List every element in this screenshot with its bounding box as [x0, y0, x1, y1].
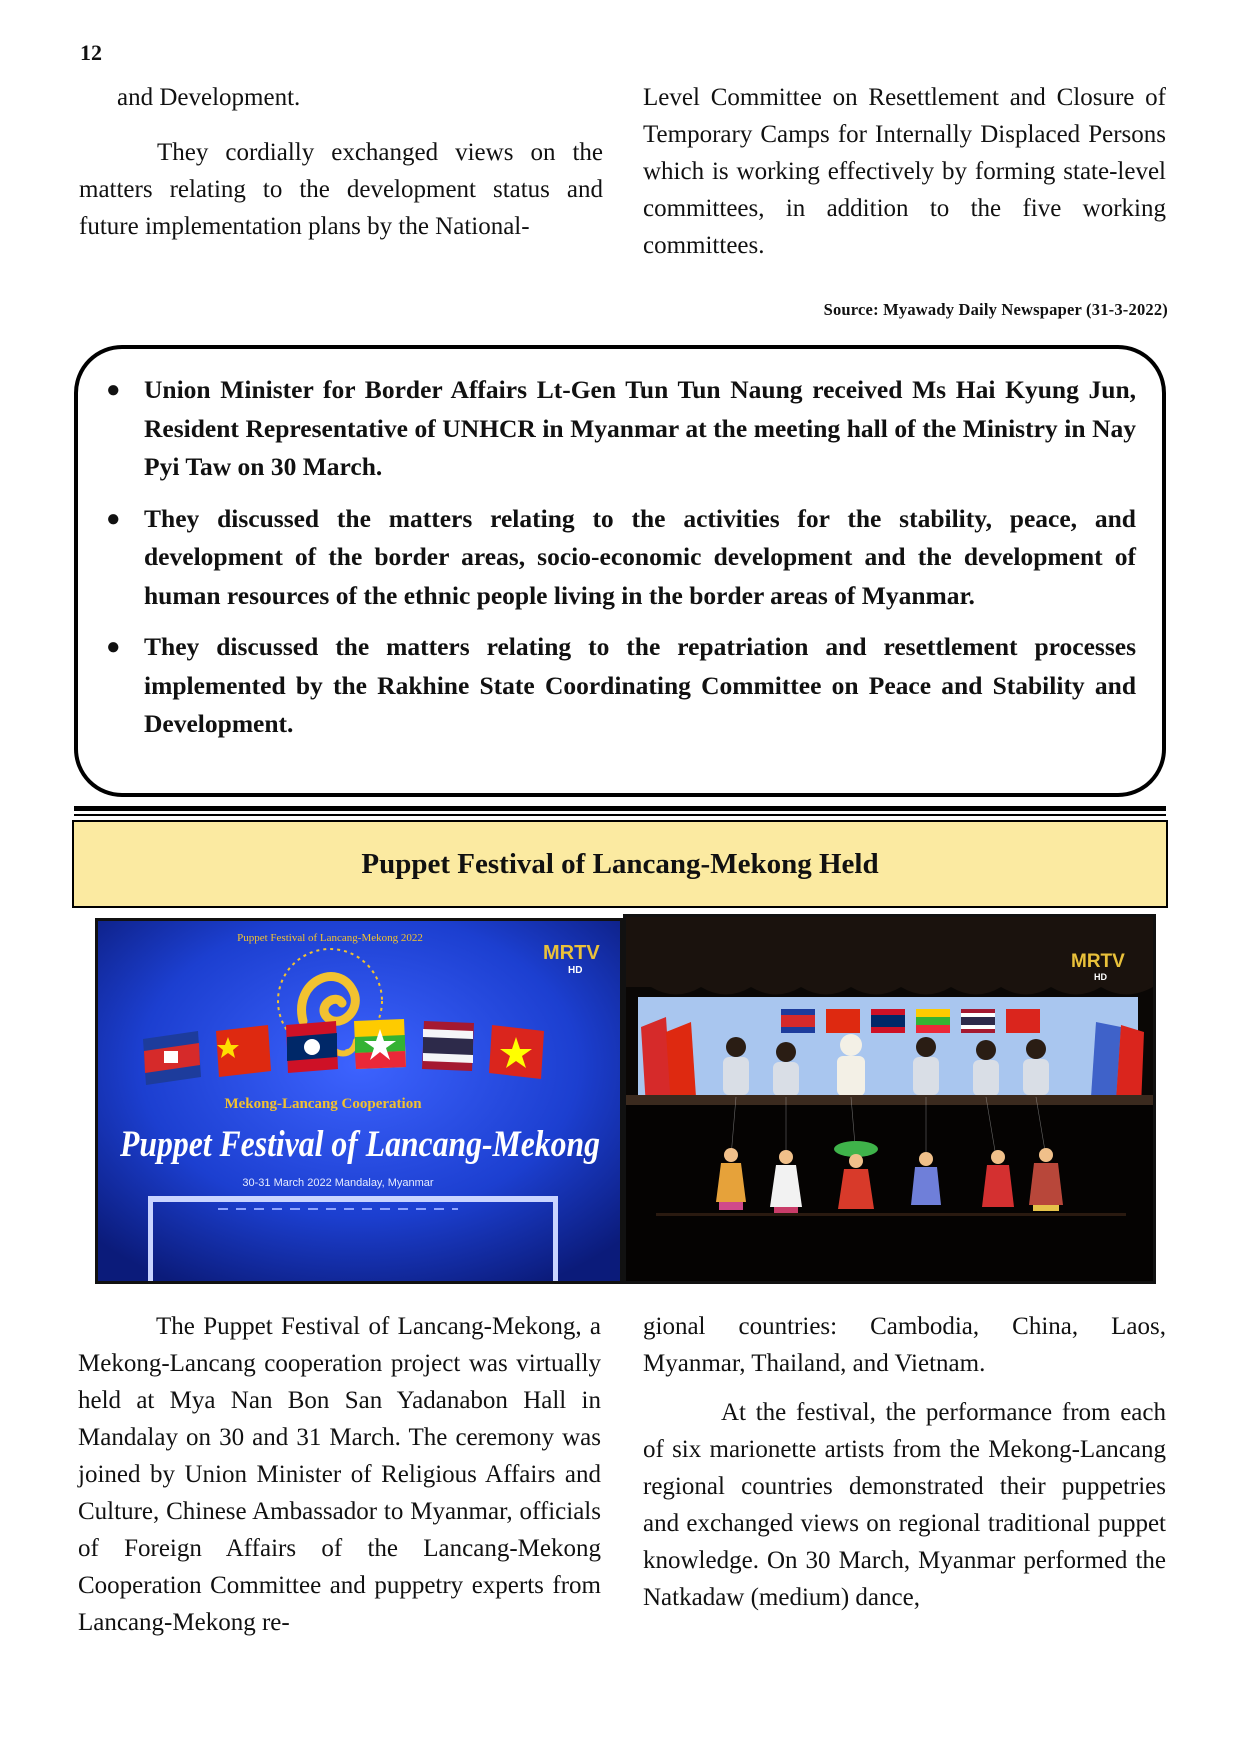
- stage-scene: [626, 917, 1153, 1281]
- banner-small-text: Mekong-Lancang Cooperation: [224, 1096, 422, 1112]
- flag-thailand-icon: [422, 1021, 474, 1071]
- highlights-list: [106, 371, 1136, 757]
- paragraph: gional countries: Cambodia, China, Laos, Myanmar, Thailand, and Vietnam.: [643, 1313, 1166, 1377]
- flag-cambodia-icon: [143, 1031, 201, 1085]
- source-line: Source: Myawady Daily Newspaper (31-3-2022): [823, 300, 1168, 319]
- bullet-icon: ●: [106, 634, 121, 660]
- banner-large-text: Puppet Festival of Lancang-Mekong: [119, 1124, 600, 1165]
- flag-laos-icon: [286, 1021, 338, 1073]
- flag-myanmar-icon: [354, 1019, 406, 1069]
- highlights-box: [74, 345, 1166, 797]
- emblem-arc-text: Puppet Festival of Lancang-Mekong 2022: [237, 932, 423, 944]
- article-right-column: [643, 1308, 1166, 1616]
- article-headline-banner: [72, 820, 1168, 908]
- festival-banner-photo: [95, 918, 623, 1284]
- banner-date-text: 30-31 March 2022 Mandalay, Myanmar: [242, 1177, 434, 1189]
- paragraph: At the festival, the performance from each of six marionette artists from the Mekong-Lancang regional countries demonstrated their puppetries and exchanged views on regional traditional puppet knowledge. On 30 March, Myanmar performed the Natkadaw (medium) dance,: [643, 1399, 1166, 1611]
- hd-badge: HD: [1094, 972, 1107, 982]
- section-divider: [74, 806, 1166, 811]
- page-number: 12: [80, 40, 102, 65]
- highlight-item: [106, 371, 1136, 487]
- bullet-icon: ●: [106, 377, 121, 403]
- flag-china-icon: [216, 1025, 271, 1077]
- highlight-text: They discussed the matters relating to the activities for the stability, peace, and development of the border areas, socio-economic development and the development of human resources of the ethnic people living in the border areas of Myanmar.: [144, 503, 1136, 610]
- mrtv-logo: MRTV: [543, 942, 600, 964]
- top-right-column: [643, 79, 1166, 264]
- puppet-performance-photo: [623, 914, 1156, 1284]
- article-headline: Puppet Festival of Lancang-Mekong Held: [361, 847, 879, 880]
- mrtv-logo: MRTV: [1071, 951, 1125, 972]
- paragraph: and Development.: [117, 84, 301, 111]
- section-divider-thin: [74, 814, 1166, 816]
- bullet-icon: ●: [106, 505, 121, 532]
- paragraph: They cordially exchanged views on the matters relating to the development status and future implementation plans by the National-: [79, 139, 603, 240]
- paragraph: The Puppet Festival of Lancang-Mekong, a Mekong-Lancang cooperation project was virtually held at Mya Nan Bon San Yadanabon Hall in Mandalay on 30 and 31 March. The ceremony was joined by Union Minister of Religious Affairs and Culture, Chinese Ambassador to Myanmar, officials of Foreign Affairs of the Lancang-Mekong Cooperation Committee and puppetry experts from Lancang-Mekong re-: [78, 1313, 601, 1636]
- highlight-item: [106, 628, 1136, 744]
- article-left-column: [78, 1308, 601, 1641]
- paragraph: Level Committee on Resettlement and Closure of Temporary Camps for Internally Displaced Persons which is working effectively by forming state-level committees, in addition to the five working committees.: [643, 84, 1166, 259]
- highlight-item: [106, 500, 1136, 616]
- highlight-text: They discussed the matters relating to the repatriation and resettlement processes implemented by the Rakhine State Coordinating Committee on Peace and Stability and Development.: [144, 632, 1136, 738]
- flag-vietnam-icon: [489, 1025, 544, 1079]
- highlight-text: Union Minister for Border Affairs Lt-Gen Tun Tun Naung received Ms Hai Kyung Jun, Resident Representative of UNHCR in Myanmar at the meeting hall of the Ministry in Nay Pyi Taw on 30 March.: [144, 375, 1136, 481]
- hd-badge: HD: [568, 965, 583, 976]
- stage-backdrop: [98, 921, 620, 1281]
- top-left-column: [79, 79, 603, 245]
